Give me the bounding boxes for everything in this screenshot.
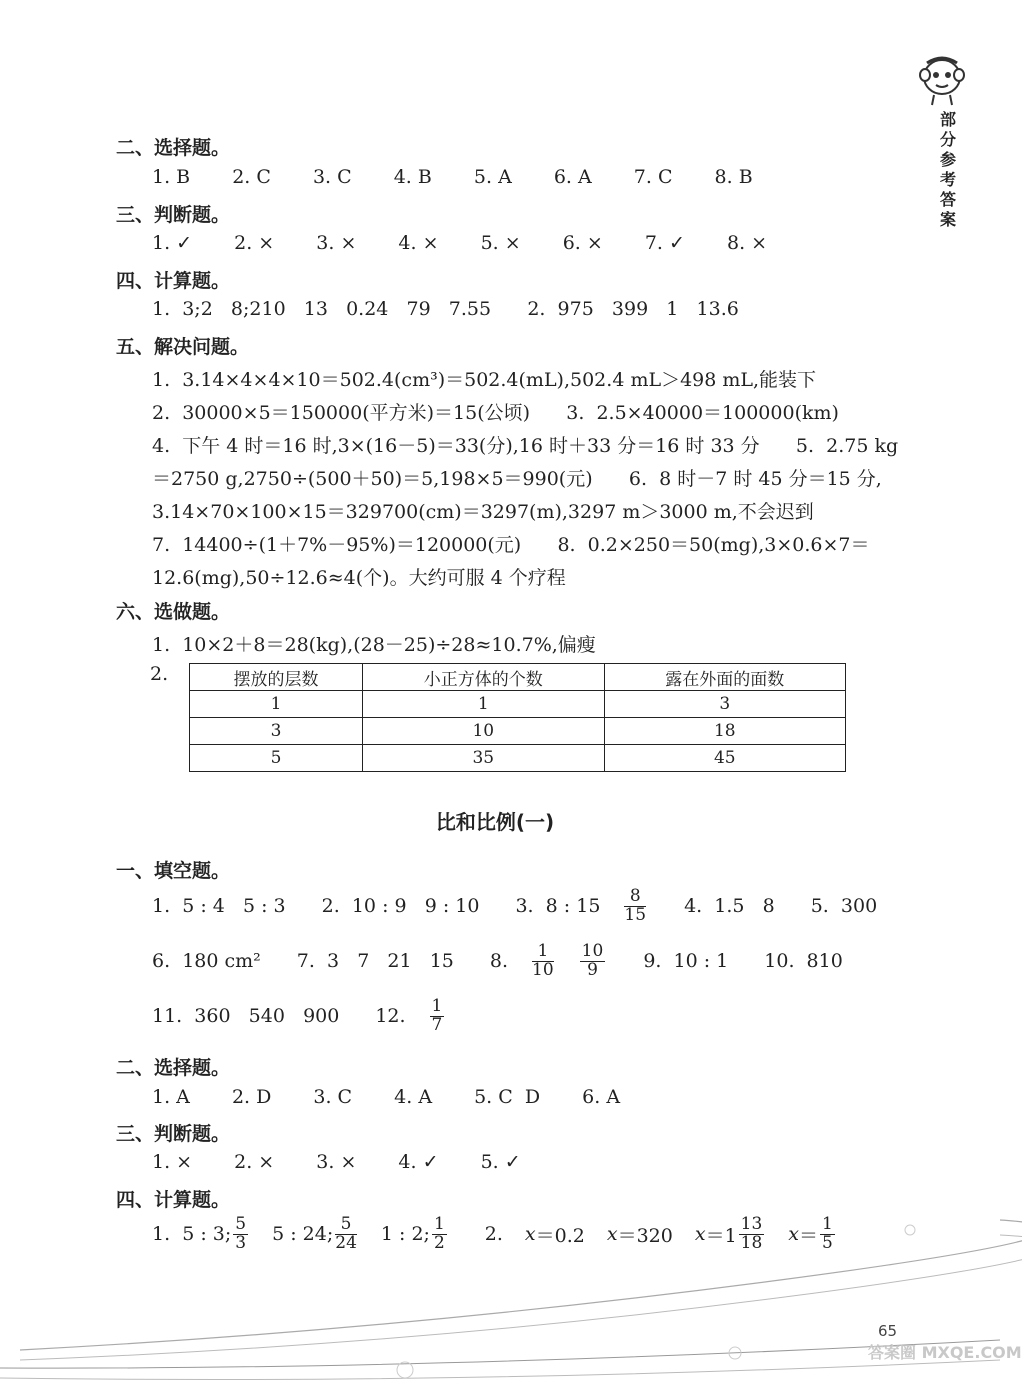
solve-line: 7. 14400÷(1＋7%－95%)＝120000(元) 8. 0.2×250＝50(mg),3×0.6×7＝ (152, 534, 870, 556)
fill-row-3 (152, 998, 446, 1035)
solve-line: 2. 30000×5＝150000(平方米)＝15(公顷) 3. 2.5×40000＝100000(km) (152, 402, 839, 424)
side-title: 部分参考答案 (939, 110, 956, 229)
answer-item: 5. C D (474, 1086, 541, 1108)
fill-answer: 9. 10 : 1 (643, 950, 729, 973)
fill-answer: 12. (375, 1005, 406, 1028)
answer-item: 5. ✓ (480, 1151, 521, 1173)
calc-part: ＝1 (705, 1224, 737, 1247)
answer-item: 5. A (473, 166, 512, 188)
fraction (430, 998, 445, 1035)
fill-answer: 7. 3 7 21 15 (296, 950, 454, 973)
optional-answer-1: 1. 10×2＋8＝28(kg),(28－25)÷28≈10.7%,偏瘦 (152, 634, 596, 656)
solve-line: 1. 3.14×4×4×10＝502.4(cm³)＝502.4(mL),502.4 mL＞498 mL,能装下 (152, 369, 817, 391)
table-row (190, 691, 846, 718)
fill-answer: 6. 180 cm² (152, 950, 261, 973)
answer-item: 5. × (480, 232, 521, 254)
table-row (190, 745, 846, 772)
table-header: 露在外面的面数 (604, 664, 845, 691)
fill-answer: 8. (489, 950, 509, 973)
fill-answer: 1. 5 : 4 5 : 3 (152, 895, 286, 918)
variable: x (524, 1223, 536, 1246)
calc-part: 5 : 24; (272, 1223, 334, 1246)
table-cell: 45 (604, 745, 845, 772)
fraction-denominator: 3 (235, 1232, 247, 1253)
answer-item: 8. B (714, 166, 753, 188)
variable: x (606, 1223, 618, 1246)
fill-row-2 (152, 943, 843, 980)
table-cell: 3 (190, 718, 363, 745)
answer-item: 3. C (312, 166, 352, 188)
answer-item: 1. B (152, 166, 191, 188)
calc-answers: 1. 3;2 8;210 13 0.24 79 7.55 2. 975 399 1 13.6 (152, 298, 739, 320)
calc-part: ＝ (799, 1224, 819, 1247)
fill-answer: 11. 360 540 900 (152, 1005, 340, 1028)
solve-heading: 五、解决问题。 (116, 336, 250, 358)
page-number: 65 (878, 1322, 898, 1340)
fraction (624, 888, 646, 925)
table-cell: 18 (604, 718, 845, 745)
fill-answer: 10. 810 (764, 950, 843, 973)
judge-answers (152, 232, 767, 254)
table-cell: 1 (363, 691, 604, 718)
answer-item: 3. × (316, 1151, 357, 1173)
answer-item: 7. C (633, 166, 673, 188)
fraction-denominator: 2 (433, 1232, 445, 1253)
fraction-denominator: 10 (532, 959, 554, 980)
judge-answers-2 (152, 1151, 521, 1173)
answer-item: 7. ✓ (644, 232, 685, 254)
section-title: 比和比例(一) (435, 810, 555, 834)
answer-item: 6. × (562, 232, 603, 254)
answer-item: 4. ✓ (398, 1151, 439, 1173)
answer-item: 3. C (313, 1086, 353, 1108)
fraction-numerator: 1 (532, 943, 554, 962)
choice-heading-2: 二、选择题。 (116, 1057, 231, 1079)
calc-part: 2. (484, 1223, 503, 1246)
choice-answers (152, 166, 753, 188)
choice-heading: 二、选择题。 (116, 137, 231, 159)
answer-item: 6. A (582, 1086, 621, 1108)
fraction-denominator: 24 (335, 1232, 357, 1253)
variable: x (788, 1223, 800, 1246)
optional-heading: 六、选做题。 (116, 601, 231, 623)
fraction-numerator: 10 (581, 941, 604, 961)
fraction-numerator: 1 (431, 996, 443, 1016)
answer-table (189, 663, 846, 772)
fill-answer: 5. 300 (810, 895, 878, 918)
fill-row-1 (152, 888, 877, 925)
mascot-logo (912, 55, 972, 111)
judge-heading: 三、判断题。 (116, 204, 231, 226)
fill-heading: 一、填空题。 (116, 860, 231, 882)
choice-answers-2 (152, 1086, 620, 1108)
fraction-numerator: 1 (433, 1214, 445, 1234)
variable: x (694, 1223, 706, 1246)
calc-part: ＝320 (617, 1224, 673, 1247)
solve-line: 4. 下午 4 时＝16 时,3×(16－5)＝33(分),16 时＋33 分＝16 时 33 分 5. 2.75 kg (152, 435, 899, 457)
solve-line: 3.14×70×100×15＝329700(cm)＝3297(m),3297 m＞3000 m,不会迟到 (152, 501, 814, 523)
fraction-numerator: 5 (335, 1216, 357, 1235)
answer-item: 8. × (726, 232, 768, 254)
answer-item: 4. × (398, 232, 439, 254)
fraction (580, 943, 606, 980)
decorative-curves (0, 1220, 1000, 1390)
fraction-denominator: 15 (624, 904, 647, 925)
fill-answer: 2. 10 : 9 9 : 10 (321, 895, 480, 918)
solve-line: ＝2750 g,2750÷(500＋50)＝5,198×5＝990(元) 6. 8 时－7 时 45 分＝15 分, (152, 468, 882, 490)
table-cell: 35 (363, 745, 604, 772)
optional-answer-2-label: 2. (150, 663, 169, 685)
watermark: 答案圈 MXQE.COM (868, 1343, 1022, 1362)
answer-item: 6. A (553, 166, 592, 188)
fraction-numerator: 1 (822, 1214, 833, 1234)
fill-answer: 3. 8 : 15 (515, 895, 601, 918)
judge-heading-2: 三、判断题。 (116, 1123, 231, 1145)
calc-part: 1 : 2; (380, 1223, 430, 1246)
table-cell: 10 (363, 718, 604, 745)
calc-part: ＝0.2 (535, 1224, 585, 1247)
table-header: 摆放的层数 (190, 664, 363, 691)
answer-item: 4. B (393, 166, 432, 188)
table-cell: 3 (604, 691, 845, 718)
fraction-numerator: 13 (740, 1214, 763, 1234)
answer-item: 2. D (231, 1086, 272, 1108)
table-header-row (190, 664, 846, 691)
answer-item: 1. × (152, 1151, 193, 1173)
fraction-denominator: 7 (431, 1014, 443, 1035)
table-header: 小正方体的个数 (363, 664, 604, 691)
calc-heading-2: 四、计算题。 (116, 1189, 231, 1211)
fraction-denominator: 9 (587, 959, 598, 980)
fill-answer: 4. 1.5 8 (684, 895, 775, 918)
fraction-denominator: 5 (822, 1232, 833, 1253)
calc-heading: 四、计算题。 (116, 270, 231, 292)
answer-item: 4. A (394, 1086, 433, 1108)
answer-item: 3. × (316, 232, 357, 254)
fraction-denominator: 18 (740, 1232, 763, 1253)
fraction (532, 943, 554, 980)
answer-item: 2. C (232, 166, 271, 188)
answer-item: 2. × (234, 1151, 275, 1173)
table-cell: 5 (190, 745, 363, 772)
fraction-numerator: 5 (235, 1214, 247, 1234)
fraction-numerator: 8 (624, 888, 646, 907)
table-cell: 1 (190, 691, 363, 718)
answer-item: 2. × (234, 232, 275, 254)
table-row (190, 718, 846, 745)
answer-item: 1. ✓ (152, 232, 193, 254)
solve-line: 12.6(mg),50÷12.6≈4(个)。大约可服 4 个疗程 (152, 567, 566, 589)
calc-part: 1. 5 : 3; (152, 1223, 232, 1246)
answer-item: 1. A (152, 1086, 190, 1108)
